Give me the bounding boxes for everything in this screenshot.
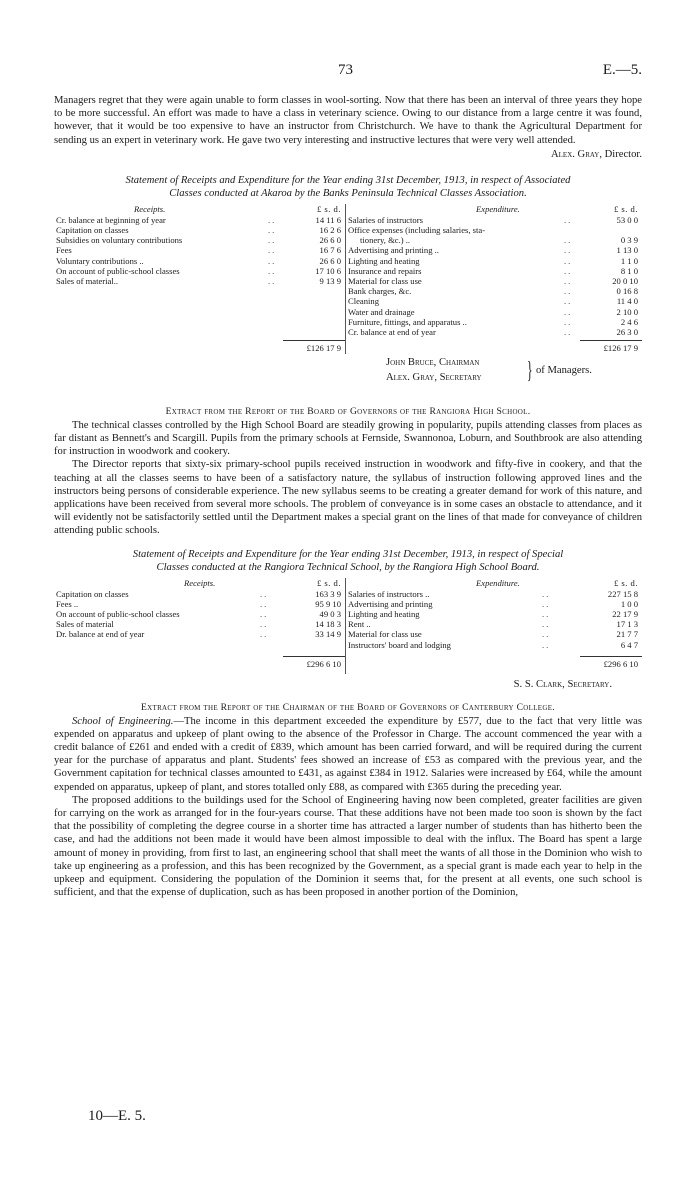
ledger-row-label: Salaries of instructors .. <box>348 588 430 599</box>
director-name: Alex. Gray <box>551 148 600 160</box>
receipts-sd-header: £ s. d. <box>316 203 341 214</box>
ledger-row-amount: 16 2 6 <box>319 225 341 235</box>
statement-1-receipts <box>54 204 346 354</box>
leader-dots: .. <box>564 316 573 327</box>
ledger-row <box>54 256 345 266</box>
director-signature <box>54 148 642 162</box>
leader-dots: .. <box>564 235 573 246</box>
leader-dots: .. <box>564 306 573 317</box>
ledger-row-amount: 0 3 9 <box>620 235 638 246</box>
signer-clark: S. S. Clark, Secretary. <box>513 678 612 690</box>
expenditure-header <box>346 204 642 215</box>
director-role: , Director. <box>599 148 642 160</box>
ledger-row <box>346 256 642 266</box>
expenditure-total-value: £296 6 10 <box>603 658 638 669</box>
signers-suffix: of Managers. <box>536 364 592 376</box>
extract-1-heading: Extract from the Report of the Board of Governors of the Rangiora High School. <box>165 405 531 417</box>
statement-2-expenditure <box>346 578 642 674</box>
leader-dots: .. <box>268 225 277 235</box>
leader-dots: .. <box>564 275 573 286</box>
leader-dots: .. <box>564 286 573 297</box>
expenditure-sd-header: £ s. d. <box>613 203 638 214</box>
extract-2-paragraph-1-text: —The income in this department exceeded the expenditure by £577, due to the fact that very little was expended on apparatus and upkeep of plant owing to the absence of the Professor in Charge. The account commenced the year with a credit balance of £261 and ended with a credit of £839, which amount has been carried forward, and will be required during the current year for the purchase of apparatus and plant. Students' fees showed an increase of £53 as compared with the previous year, and the Government capitation for technical classes amounted to £431, as against £384 in 1912. Salaries were increased by £64, while the amount expended on apparatus, upkeep of plant, and stores totalled only £88, as compared with £365 during the preceding year. <box>54 715 642 793</box>
ledger-row-amount: 9 13 9 <box>319 275 341 286</box>
page-header <box>54 62 642 84</box>
leader-dots: .. <box>260 609 269 620</box>
expenditure-title: Expenditure. <box>476 203 520 214</box>
ledger-row <box>346 589 642 599</box>
ledger-row-label: Dr. balance at end of year <box>56 629 145 640</box>
statement-1-title <box>54 174 642 200</box>
ledger-row <box>54 276 345 286</box>
ledger-row-label: Salaries of instructors <box>348 214 423 225</box>
ledger-row <box>346 225 642 235</box>
ledger-row-label: Instructors' board and lodging <box>348 639 451 650</box>
ledger-row-label: Cr. balance at beginning of year <box>56 214 166 225</box>
leader-dots: .. <box>260 619 269 630</box>
leader-dots: .. <box>542 609 551 620</box>
ledger-row <box>54 599 345 609</box>
leader-dots: .. <box>564 296 573 307</box>
ledger-row-amount: 26 6 0 <box>319 235 341 246</box>
ledger-row-label: Advertising and printing <box>348 598 433 609</box>
ledger-row-amount: 0 16 8 <box>616 286 638 297</box>
ledger-row <box>346 327 642 337</box>
ledger-row-label: Furniture, fittings, and apparatus .. <box>348 316 467 327</box>
receipts-header <box>54 204 345 215</box>
ledger-row-amount: 14 11 6 <box>315 214 341 225</box>
receipts-total-value: £126 17 9 <box>306 342 341 353</box>
ledger-row-amount: 2 10 0 <box>616 306 638 317</box>
statement-2-ledger <box>54 578 642 674</box>
expenditure-total-value: £126 17 9 <box>603 342 638 353</box>
ledger-row-label: Office expenses (including salaries, sta- <box>348 225 486 235</box>
ledger-row-label: On account of public-school classes <box>56 265 180 276</box>
leader-dots: .. <box>542 629 551 640</box>
receipts-sd-header: £ s. d. <box>316 577 341 588</box>
ledger-row <box>54 225 345 235</box>
statement-1-ledger <box>54 204 642 354</box>
intro-paragraph: Managers regret that they were again unable to form classes in wool-sorting. Now that there has been an interval of three years they hope to be more successful. An effort was made to have a class in veterinary science. Owing to our distance from a large centre it was found, however, that it would be too expensive to have an instructor from Christchurch. We have to thank the Agricultural Department for sending us an expert in veterinary work. He gave two very interesting and instructive lectures that were very well attended. <box>54 95 642 146</box>
ledger-row <box>54 619 345 629</box>
leader-dots: .. <box>260 588 269 599</box>
leader-dots: .. <box>564 326 573 337</box>
receipts-total <box>283 656 345 669</box>
ledger-row-label: Material for class use <box>348 629 422 640</box>
ledger-row <box>54 589 345 599</box>
ledger-row-amount: 26 3 0 <box>616 326 638 337</box>
ledger-row <box>346 266 642 276</box>
ledger-row-amount: 21 7 7 <box>616 629 638 640</box>
leader-dots: .. <box>268 265 277 276</box>
ledger-row <box>54 235 345 245</box>
ledger-row-label: Water and drainage <box>348 306 415 317</box>
ledger-row <box>346 215 642 225</box>
ledger-row-amount: 11 4 0 <box>616 296 638 307</box>
statement-2-signer <box>54 678 642 692</box>
receipts-header <box>54 578 345 589</box>
statement-1-title-line2: Classes conducted at Akaroa by the Banks Peninsula Technical Classes Association. <box>169 187 527 199</box>
ledger-row-label: Advertising and printing .. <box>348 245 439 256</box>
ledger-row-amount: 227 15 8 <box>607 588 638 599</box>
leader-dots: .. <box>564 214 573 225</box>
ledger-row-amount: 49 0 3 <box>319 609 341 620</box>
expenditure-total <box>580 656 642 669</box>
ledger-row <box>346 599 642 609</box>
ledger-row-amount: 1 0 0 <box>620 598 638 609</box>
ledger-row <box>346 629 642 639</box>
ledger-row-amount: 26 6 0 <box>319 255 341 266</box>
ledger-row <box>346 609 642 619</box>
ledger-row <box>54 609 345 619</box>
extract-2-heading: Extract from the Report of the Chairman of the Board of Governors of Canterbury College. <box>141 701 555 713</box>
extract-2-paragraph-2: The proposed additions to the buildings used for the School of Engineering having now been completed, greater facilities are given for carrying on the work as arranged for in the four-years course. That these additions have not been made too soon is shown by the fact that the possibility of completing the degree course in a shorter time has attracted a larger number of students than has hitherto been the case, and had the additions not been made it would have been almost impossible to deal with the influx. The Board has spent a large amount of money in providing, from first to last, an engineering school that shall meet the wants of all those in the Dominion who wish to take up engineering as a profession, and this has been recognized by the Government, as a special grant is made each year to help in the upkeep and equipment. Considering the population of the Dominion it seems that, for the present at all events, one such school is sufficient, and that the expense of duplication, such as has been proposed in another portion of the Dominion, <box>54 794 642 899</box>
ledger-row-label: Capitation on classes <box>56 225 129 235</box>
ledger-row-label: tionery, &c.) .. <box>360 235 411 246</box>
leader-dots: .. <box>564 255 573 266</box>
ledger-row-amount: 22 17 9 <box>612 609 638 620</box>
ledger-row <box>346 286 642 296</box>
leader-dots: .. <box>564 245 573 256</box>
expenditure-title: Expenditure. <box>476 577 520 588</box>
leader-dots: .. <box>564 265 573 276</box>
ledger-row <box>346 619 642 629</box>
ledger-row <box>54 266 345 276</box>
statement-2-receipts <box>54 578 346 674</box>
statement-2-title-line1: Statement of Receipts and Expenditure for the Year ending 31st December, 1913, in respect of Special <box>132 548 564 560</box>
statement-2-title <box>54 548 642 574</box>
ledger-row-label: Cleaning <box>348 296 380 307</box>
leader-dots: .. <box>542 588 551 599</box>
leader-dots: .. <box>268 214 277 225</box>
leader-dots: .. <box>268 245 277 256</box>
receipts-total <box>283 340 345 353</box>
ledger-row-label: On account of public-school classes <box>56 609 180 620</box>
leader-dots: .. <box>268 235 277 246</box>
document-page <box>54 62 642 899</box>
expenditure-header <box>346 578 642 589</box>
ledger-row-amount: 8 1 0 <box>620 265 638 276</box>
statement-1-title-line1: Statement of Receipts and Expenditure for the Year ending 31st December, 1913, in respect of Associated <box>125 174 571 186</box>
ledger-row-label: Material for class use <box>348 275 422 286</box>
ledger-row-label: Bank charges, &c. <box>348 286 412 297</box>
ledger-row <box>346 276 642 286</box>
ledger-row <box>346 317 642 327</box>
ledger-row-label: Capitation on classes <box>56 588 129 599</box>
brace-icon: } <box>526 357 533 384</box>
ledger-row <box>346 235 642 245</box>
ledger-row-amount: 17 1 3 <box>616 619 638 630</box>
ledger-row-amount: 1 1 0 <box>620 255 638 266</box>
statement-2-title-line2: Classes conducted at the Rangiora Technical School, by the Rangiora High School Board. <box>156 561 540 573</box>
extract-2-paragraph-1 <box>54 715 642 794</box>
ledger-row-amount: 33 14 9 <box>315 629 341 640</box>
extract-1-paragraph-1: The technical classes controlled by the High School Board are steadily growing in popularity, pupils attending classes from places as far distant as Bennett's and Scargill. Pupils from the primary schools at Fernside, Swannonoa, Loburn, and Southbrook are also attending for instruction in woodwork and cookery. <box>54 419 642 458</box>
ledger-row-label: Cr. balance at end of year <box>348 326 436 337</box>
ledger-row-label: Subsidies on voluntary contributions <box>56 235 183 246</box>
leader-dots: .. <box>268 255 277 266</box>
ledger-row <box>54 629 345 639</box>
ledger-row-label: Sales of material.. <box>56 275 119 286</box>
ledger-row <box>346 245 642 255</box>
receipts-total-value: £296 6 10 <box>306 658 341 669</box>
extract-1-paragraph-2: The Director reports that sixty-six primary-school pupils received instruction in woodwork and fifty-five in cookery, and that the teaching at all the classes seems to have been of a satisfactory nature, the syllabus of instruction following approved lines and the instructors being persons of considerable experience. The new syllabus seems to be creating a greater demand for work of this nature, and applications have been received from several more schools. The problem of conveyance is in some cases an obstacle to attendance, and it will evidently not be satisfactorily settled until the Department makes a special grant on the lines of that made for conveyance of children attending public schools. <box>54 459 642 537</box>
expenditure-total <box>580 340 642 353</box>
statement-1-expenditure <box>346 204 642 354</box>
leader-dots: .. <box>260 598 269 609</box>
expenditure-sd-header: £ s. d. <box>613 577 638 588</box>
ledger-row <box>54 245 345 255</box>
leader-dots: .. <box>260 629 269 640</box>
leader-dots: .. <box>268 275 277 286</box>
ledger-row-amount: 16 7 6 <box>319 245 341 256</box>
ledger-row-label: Lighting and heating <box>348 609 420 620</box>
ledger-row-label: Fees .. <box>56 598 79 609</box>
signer-secretary: Alex. Gray, Secretary <box>386 371 482 383</box>
extract-2-lead: School of Engineering. <box>72 715 174 727</box>
ledger-row-amount: 163 3 9 <box>315 588 341 599</box>
receipts-title: Receipts. <box>134 203 166 214</box>
ledger-row-label: Insurance and repairs <box>348 265 422 276</box>
signature-mark: 10—E. 5. <box>88 1108 146 1124</box>
ledger-row-label: Lighting and heating <box>348 255 420 266</box>
ledger-row-label: Rent .. <box>348 619 371 630</box>
ledger-row-label: Fees <box>56 245 72 256</box>
signer-chairman: John Bruce, Chairman <box>386 356 480 368</box>
ledger-row-label: Sales of material <box>56 619 114 630</box>
ledger-row-amount: 17 10 6 <box>315 265 341 276</box>
leader-dots: .. <box>542 598 551 609</box>
ledger-row <box>346 640 642 650</box>
document-code: E.—5. <box>602 62 642 78</box>
ledger-row <box>346 307 642 317</box>
statement-1-signers <box>54 356 642 392</box>
leader-dots: .. <box>542 639 551 650</box>
ledger-row-amount: 2 4 6 <box>620 316 638 327</box>
ledger-row-amount: 14 18 3 <box>315 619 341 630</box>
ledger-row-amount: 6 4 7 <box>620 639 638 650</box>
leader-dots: .. <box>542 619 551 630</box>
ledger-row-label: Voluntary contributions .. <box>56 255 144 266</box>
ledger-row-amount: 53 0 0 <box>616 214 638 225</box>
ledger-row-amount: 1 13 0 <box>616 245 638 256</box>
ledger-row-amount: 20 0 10 <box>612 275 638 286</box>
ledger-row <box>54 215 345 225</box>
ledger-row <box>346 296 642 306</box>
receipts-title: Receipts. <box>184 577 216 588</box>
page-number: 73 <box>338 62 353 78</box>
ledger-row-amount: 95 9 10 <box>315 598 341 609</box>
